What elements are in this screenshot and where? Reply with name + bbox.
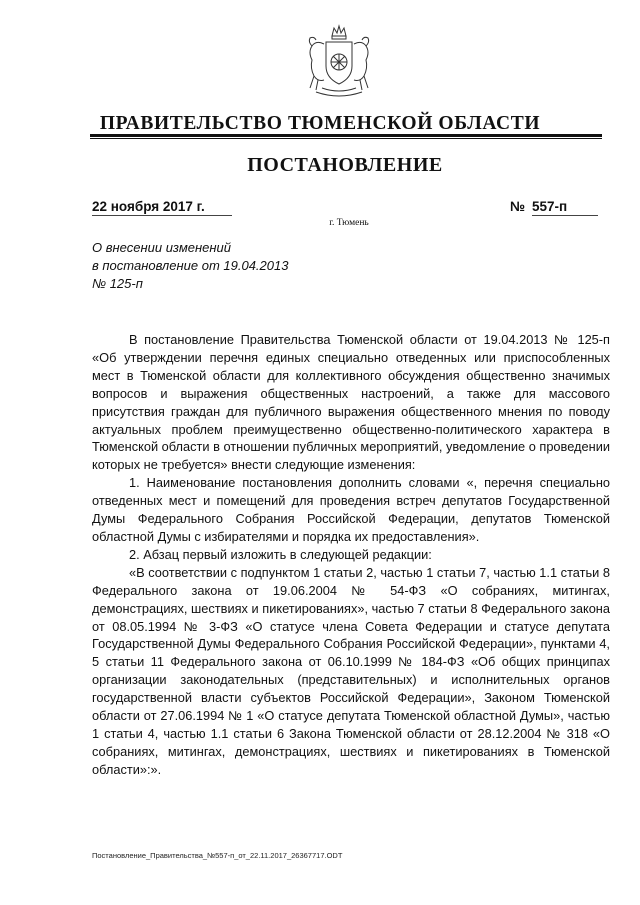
header-divider-thick	[90, 134, 602, 137]
document-number: 557-п	[532, 199, 598, 216]
document-body	[92, 331, 610, 779]
coat-of-arms-icon	[298, 22, 380, 100]
document-subject	[92, 239, 288, 293]
city-label: г. Тюмень	[329, 218, 369, 228]
number-label: №	[510, 199, 526, 214]
body-paragraph-quote: «В соответствии с подпунктом 1 статьи 2, частью 1 статьи 7, частью 1.1 статьи 8 Федерального закона от 19.06.2004 № 54-ФЗ «О собраниях, митингах, демонстрациях, шествиях и пикетированиях», частью 7 статьи 8 Федерального закона от 08.05.1994 № 3-ФЗ «О статусе члена Совета Федерации и статусе депутата Государственной Думы Федерального Собрания Российской Федерации», пунктами 4, 5 статьи 11 Федерального закона от 06.10.1999 № 184-ФЗ «Об общих принципах организации законодательных (представительных) и исполнительных органов государственной власти субъектов Российской Федерации», Законом Тюменской области от 27.06.1994 № 1 «О статусе депутата Тюменской областной Думы», частью 1 статьи 4, частью 1.1 статьи 6 Закона Тюменской области от 28.12.2004 № 318 «О собраниях, митингах, демонстрациях, шествиях и пикетированиях в Тюменской области»:».	[92, 564, 610, 777]
subject-line: № 125-п	[92, 276, 143, 291]
footer-filename: Постановление_Правительства_№557-п_от_22.11.2017_26367717.ODT	[92, 851, 343, 860]
body-paragraph-item-2: 2. Абзац первый изложить в следующей редакции:	[129, 546, 432, 562]
document-date: 22 ноября 2017 г.	[92, 199, 232, 216]
body-paragraph-intro: В постановление Правительства Тюменской области от 19.04.2013 № 125-п «Об утверждении перечня единых специально отведенных или приспособленных мест в Тюменской области для коллективного обсуждения общественно значимых вопросов и выражения общественных настроений, а также для массового присутствия граждан для публичного выражения общественного мнения по поводу актуальных проблем преимущественно общественно-политического характера в Тюменской области в отношении публичных мероприятий, уведомление о проведении которых не требуется» внести следующие изменения:	[92, 332, 610, 473]
government-title: ПРАВИТЕЛЬСТВО ТЮМЕНСКОЙ ОБЛАСТИ	[99, 113, 541, 134]
body-paragraph-item-1: 1. Наименование постановления дополнить словами «, перечня специально отведенных мест и помещений для проведения встреч депутатов Государственной Думы Федерального Собрания Российской Федерации, депутатов Тюменской областной Думы с избирателями и порядка их предоставления».	[92, 475, 610, 544]
document-type-title: ПОСТАНОВЛЕНИЕ	[247, 154, 443, 176]
subject-line: О внесении изменений	[92, 240, 231, 255]
header-divider-thin	[90, 138, 602, 139]
subject-line: в постановление от 19.04.2013	[92, 258, 289, 273]
